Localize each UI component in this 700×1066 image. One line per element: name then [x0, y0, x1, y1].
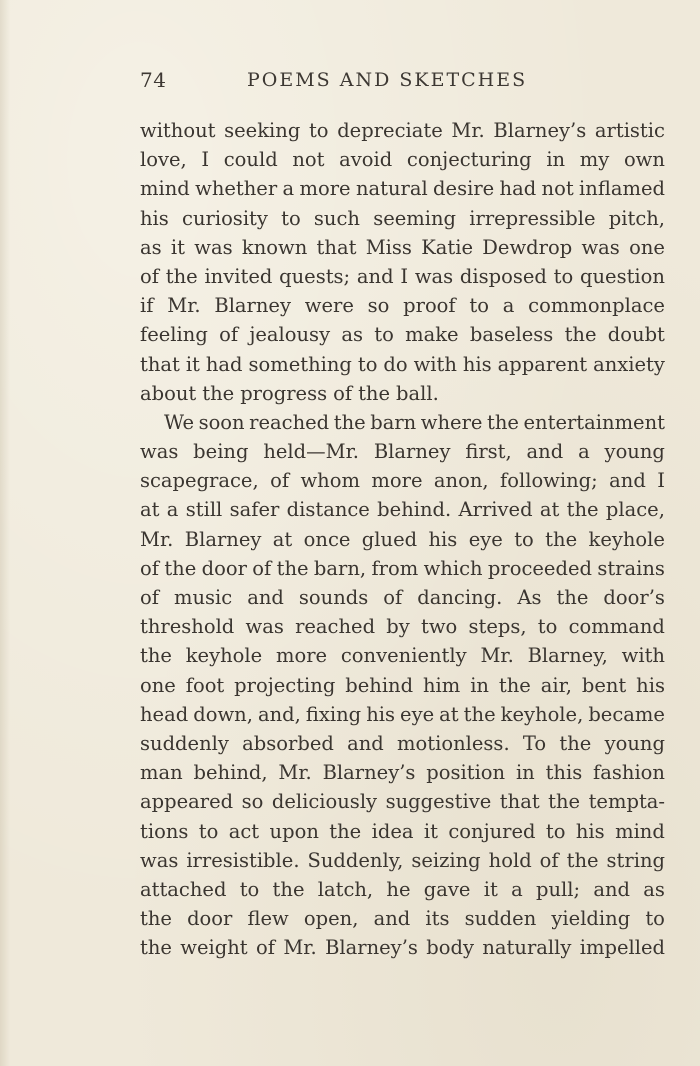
text-line: feeling of jealousy as to make baseless the doubt — [140, 323, 665, 347]
text-line: tions to act upon the idea it conjured to his mind — [140, 819, 665, 843]
text-line: as it was known that Miss Katie Dewdrop was one — [140, 235, 665, 259]
text-line: one foot projecting behind him in the air, bent his — [140, 673, 665, 697]
text-line: Mr. Blarney at once glued his eye to the keyhole — [140, 527, 665, 551]
text-line: about the progress of the ball. — [140, 381, 439, 405]
text-line: the weight of Mr. Blarney’s body naturally impelled — [140, 936, 665, 960]
text-line: We soon reached the barn where the entertainment — [164, 410, 665, 434]
body-text — [140, 116, 665, 962]
page-number: 74 — [140, 68, 167, 92]
text-line: love, I could not avoid conjecturing in my own — [140, 148, 665, 172]
text-line: suddenly absorbed and motionless. To the young — [140, 731, 665, 755]
text-line: that it had something to do with his apparent anxiety — [140, 352, 665, 376]
text-line: appeared so deliciously suggestive that the tempta- — [140, 790, 665, 814]
text-line: was being held—Mr. Blarney first, and a young — [140, 440, 665, 464]
text-line: the keyhole more conveniently Mr. Blarney, with — [140, 644, 665, 668]
text-line: head down, and, fixing his eye at the keyhole, became — [140, 702, 665, 726]
text-line: the door flew open, and its sudden yielding to — [140, 907, 665, 931]
text-line: man behind, Mr. Blarney’s position in this fashion — [140, 761, 665, 785]
text-line: mind whether a more natural desire had not inflamed — [140, 177, 665, 201]
text-line: if Mr. Blarney were so proof to a commonplace — [140, 294, 665, 318]
text-line: at a still safer distance behind. Arrived at the place, — [140, 498, 665, 522]
page-header — [140, 68, 665, 98]
text-line: threshold was reached by two steps, to command — [140, 615, 665, 639]
text-line: scapegrace, of whom more anon, following; and I — [140, 469, 665, 493]
page-gutter-shadow — [0, 0, 10, 1066]
text-line: his curiosity to such seeming irrepressible pitch, — [140, 206, 665, 230]
text-line: of music and sounds of dancing. As the door’s — [140, 586, 665, 609]
text-line: of the invited quests; and I was disposed to question — [140, 264, 665, 288]
running-title: POEMS AND SKETCHES — [247, 69, 528, 91]
text-line: of the door of the barn, from which proceeded strains — [140, 556, 665, 580]
text-line: attached to the latch, he gave it a pull; and as — [140, 877, 665, 901]
text-line: without seeking to depreciate Mr. Blarney’s artistic — [140, 119, 665, 142]
text-line: was irresistible. Suddenly, seizing hold of the string — [140, 848, 665, 872]
